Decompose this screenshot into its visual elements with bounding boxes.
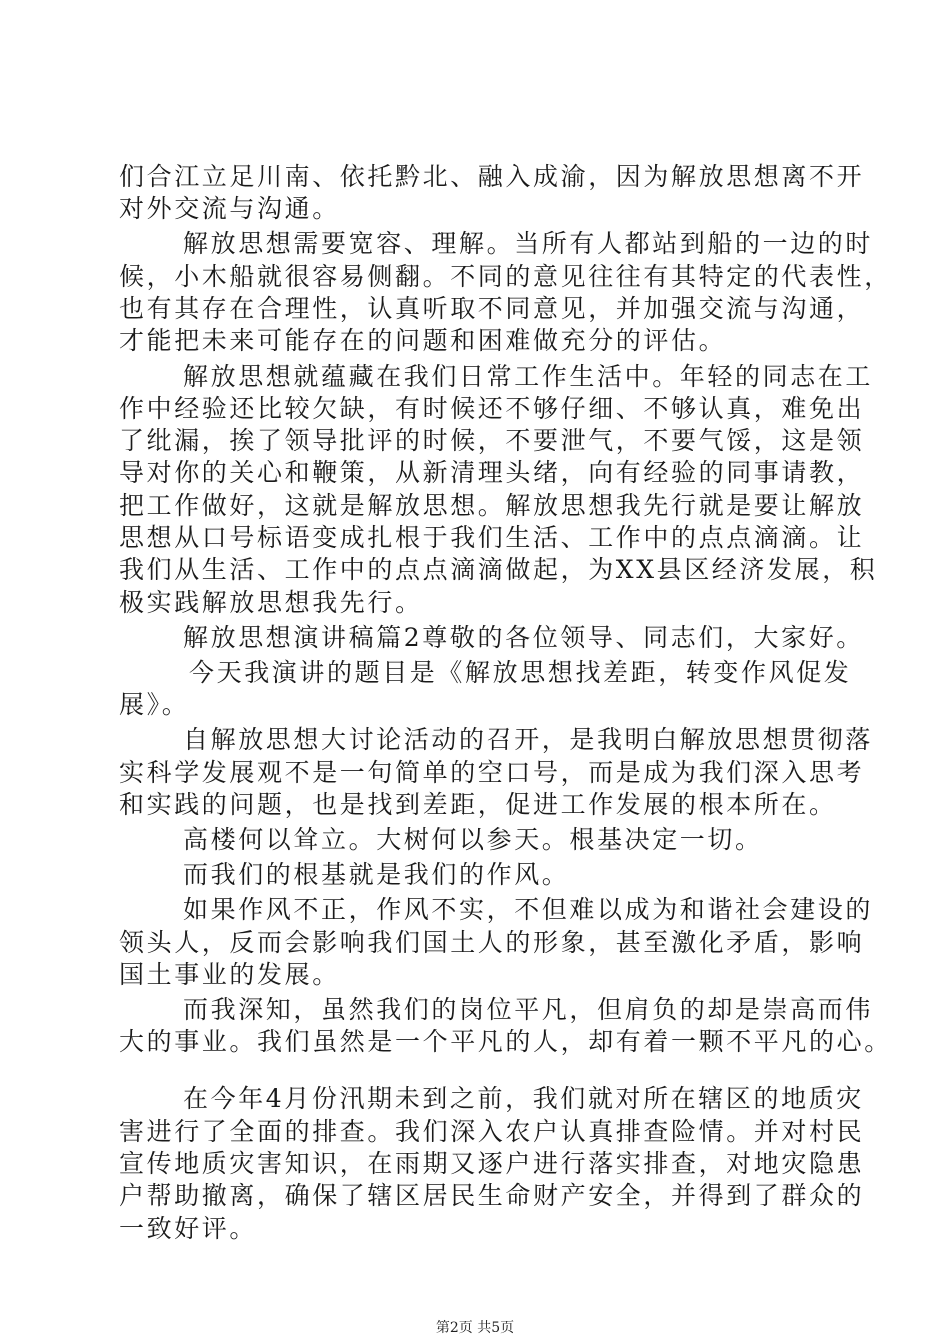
body-line-11: 把工作做好，这就是解放思想。解放思想我先行就是要让解放 <box>119 491 865 520</box>
body-line-5: 也有其存在合理性，认真听取不同意见，并加强交流与沟通， <box>119 294 865 323</box>
body-line-16: 今天我演讲的题目是《解放思想找差距，转变作风促发 <box>189 658 852 687</box>
body-line-14: 极实践解放思想我先行。 <box>119 588 423 617</box>
body-line-2: 对外交流与沟通。 <box>119 194 340 223</box>
body-line-6: 才能把未来可能存在的问题和困难做充分的评估。 <box>119 326 727 355</box>
body-line-7: 解放思想就蕴藏在我们日常工作生活中。年轻的同志在工 <box>183 362 874 391</box>
body-line-23: 如果作风不正，作风不实，不但难以成为和谐社会建设的 <box>183 895 874 924</box>
body-line-19: 实科学发展观不是一句简单的空口号，而是成为我们深入思考 <box>119 758 865 787</box>
body-line-9: 了纰漏，挨了领导批评的时候，不要泄气，不要气馁，这是领 <box>119 426 865 455</box>
body-line-27: 大的事业。我们虽然是一个平凡的人，却有着一颗不平凡的心。 <box>119 1027 892 1056</box>
body-line-30: 宣传地质灾害知识，在雨期又逐户进行落实排查，对地灾隐患 <box>119 1149 865 1178</box>
body-line-8: 作中经验还比较欠缺，有时候还不够仔细、不够认真，难免出 <box>119 394 865 423</box>
body-line-29: 害进行了全面的排查。我们深入农户认真排查险情。并对村民 <box>119 1117 865 1146</box>
body-line-13: 我们从生活、工作中的点点滴滴做起，为XX县区经济发展，积 <box>119 555 878 584</box>
page-footer: 第2页 共5页 <box>435 1320 515 1336</box>
body-line-1: 们合江立足川南、依托黔北、融入成渝，因为解放思想离不开 <box>119 162 865 191</box>
body-line-17: 展》。 <box>119 690 190 719</box>
body-line-24: 领头人，反而会影响我们国土人的形象，甚至激化矛盾，影响 <box>119 928 865 957</box>
body-line-22: 而我们的根基就是我们的作风。 <box>183 860 570 889</box>
body-line-21: 高楼何以耸立。大树何以参天。根基决定一切。 <box>183 825 763 854</box>
body-line-32: 一致好评。 <box>119 1214 258 1243</box>
body-line-28: 在今年4月份汛期未到之前，我们就对所在辖区的地质灾 <box>183 1084 864 1113</box>
body-line-20: 和实践的问题，也是找到差距，促进工作发展的根本所在。 <box>119 790 837 819</box>
body-line-26: 而我深知，虽然我们的岗位平凡，但肩负的却是崇高而伟 <box>183 995 874 1024</box>
body-line-4: 候，小木船就很容易侧翻。不同的意见往往有其特定的代表性， <box>119 262 892 291</box>
body-line-25: 国土事业的发展。 <box>119 960 340 989</box>
body-line-15: 解放思想演讲稿篇2尊敬的各位领导、同志们，大家好。 <box>183 623 864 652</box>
body-line-18: 自解放思想大讨论活动的召开，是我明白解放思想贯彻落 <box>183 725 874 754</box>
body-line-12: 思想从口号标语变成扎根于我们生活、工作中的点点滴滴。让 <box>119 523 865 552</box>
body-line-10: 导对你的关心和鞭策，从新清理头绪，向有经验的同事请教， <box>119 458 865 487</box>
body-line-3: 解放思想需要宽容、理解。当所有人都站到船的一边的时 <box>183 229 874 258</box>
body-line-31: 户帮助撤离，确保了辖区居民生命财产安全，并得到了群众的 <box>119 1181 865 1210</box>
